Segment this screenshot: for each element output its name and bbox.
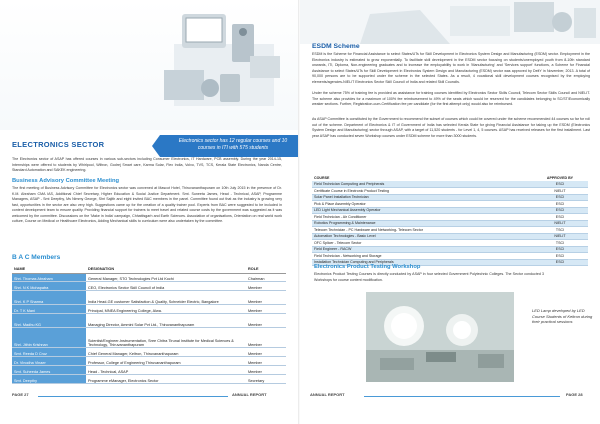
member-designation: CEO, Electronics Sector Skill Council of India xyxy=(86,281,246,290)
course-name: Field Technician - Networking and Storage xyxy=(312,253,532,260)
table-row xyxy=(12,374,286,383)
member-role: Member xyxy=(246,304,286,313)
right-page xyxy=(300,0,600,424)
table-row xyxy=(12,281,286,290)
esdm-title: ESDM Scheme xyxy=(312,43,360,50)
course-name: Installation Technician Computing and Peripherals xyxy=(312,259,532,266)
course-approver: ESCI xyxy=(532,201,588,208)
member-role: Member xyxy=(246,281,286,290)
course-name: OFC Splicer - Telecom Sector xyxy=(312,240,532,247)
bac-heading: Business Advisory Committee Meeting xyxy=(12,178,120,184)
member-designation: Professor, College of Engineering Thiruvananthapuram xyxy=(86,356,246,365)
sector-banner: Electronics sector has 12 regular courses and 10 courses in ITI with 575 students xyxy=(160,135,300,157)
member-designation: India Head-GE customer Satisfaction & Quality, Schneider Electric, Bangalore xyxy=(86,290,246,304)
page-number-right: PAGE 28 xyxy=(566,392,583,397)
ept-heading: Electronics Product Testing Workshop xyxy=(314,264,421,270)
footer-report-left: ANNUAL REPORT xyxy=(232,392,267,397)
table-row xyxy=(12,304,286,313)
member-name: Shri. Jithin Krishnan xyxy=(12,327,86,347)
member-role: Member xyxy=(246,347,286,356)
member-role: Chairman xyxy=(246,273,286,281)
course-name: Certificate Course in Electronic Product Testing xyxy=(312,188,532,195)
electronics-illustration xyxy=(154,4,294,108)
member-role: Member xyxy=(246,290,286,304)
hero-graphic-left xyxy=(0,0,300,130)
members-heading: B A C Members xyxy=(12,254,61,261)
members-col-designation: DESIGNATION xyxy=(86,265,246,273)
course-approver: NIELIT xyxy=(532,188,588,195)
course-name: Automation Technologies - Basic Level xyxy=(312,233,532,240)
led-lamp-photo xyxy=(366,292,514,382)
member-designation: Programme eManager, Electronics Sector xyxy=(86,374,246,383)
footer-rule-right xyxy=(364,396,560,397)
esdm-paragraph-2: Under the scheme 75% of training fee is provided as assistance for training courses identified by Electronics Sector Skills Council, Telecom Sector Skills Council and NIELIT. The scheme also provides for a maximum of 100% fee reimbursement to 49% of the seats which would be reserved for the candidates belonging to SC/ST/Economically weaker sections. Further, Registration-cum-Certification fee per candidate (for the first attempt only) would also be reimbursed. xyxy=(312,91,590,106)
members-table xyxy=(12,265,286,384)
member-name: Dr. T K Mani xyxy=(12,304,86,313)
table-row xyxy=(12,273,286,281)
courses-col-course: COURSE xyxy=(314,175,330,180)
member-name: Shri. Madhu KG xyxy=(12,313,86,327)
members-col-role: ROLE xyxy=(246,265,286,273)
table-row xyxy=(12,327,286,347)
course-name: Solar Panel Installation Technician xyxy=(312,194,532,201)
member-designation: Head - Technical, ASAP xyxy=(86,365,246,374)
photo-caption: LED Lamp developed by LED Course Students of Keltron during their practical sessions xyxy=(532,308,593,324)
course-name: Robotics Programming & Maintenance xyxy=(312,220,532,227)
course-name: Field Technician Computing and Peripherals xyxy=(312,181,532,188)
member-role: Member xyxy=(246,365,286,374)
courses-table xyxy=(312,174,588,266)
ept-text: Electronics Product Testing Courses is directly conducted by ASAP in four selected Government Polytechnic Colleges. The Sector conducted 3 Workshops for course content modification. xyxy=(314,272,544,282)
member-role: Member xyxy=(246,356,286,365)
table-row xyxy=(12,347,286,356)
course-name: Pick & Place Assembly Operator xyxy=(312,201,532,208)
course-approver: NIELIT xyxy=(532,220,588,227)
courses-col-approved: APPROVED BY xyxy=(546,175,574,180)
members-col-name: NAME xyxy=(12,265,86,273)
table-row xyxy=(12,365,286,374)
member-name: Shri. Thomas Abraham xyxy=(12,273,86,281)
sector-intro: The Electronics sector of ASAP has offered courses in various sub-sectors including Consumer Electronics, IT Hardware, PCB assembly. During the year 2014-15, Internships were offered to students by Whirlpool, Wiltron, Godrej Smart care, Karma Solar, Flex India, Volvo, TVS, TCS, Kerala State Electronics, Nanda Centre, Standard Automation and SAKEK engineering. xyxy=(12,157,282,172)
course-approver: ESCI xyxy=(532,259,588,266)
hero-graphic-right xyxy=(300,0,600,44)
course-approver: NIELIT xyxy=(532,233,588,240)
member-designation: Chief General Manager, Keltron, Thiruvananthapuram xyxy=(86,347,246,356)
member-name: Smt. Suheeda James xyxy=(12,365,86,374)
footer-rule-left xyxy=(38,396,228,397)
course-approver: ESCI xyxy=(532,194,588,201)
course-approver: ESCI xyxy=(532,181,588,188)
member-designation: Scientist/Engineer-Instrumentation, Sree Chitra Tirunal Institute for Medical Sciences & Technology, Thiruvananthapuram xyxy=(86,327,246,347)
member-designation: Principal, MNEA Engineering College, Alwa. xyxy=(86,304,246,313)
course-approver: ESCI xyxy=(532,253,588,260)
table-row xyxy=(12,356,286,365)
course-name: Field Engineer - RACW xyxy=(312,246,532,253)
course-approver: ESCI xyxy=(532,246,588,253)
course-name: LED Light Mechanical Assembly Operator xyxy=(312,207,532,214)
course-approver: TSCI xyxy=(532,240,588,247)
table-row xyxy=(12,313,286,327)
member-name: Shri. K P Sharma xyxy=(12,290,86,304)
member-name: Shri. N K Mohapatra xyxy=(12,281,86,290)
member-role: Secretary xyxy=(246,374,286,383)
footer-report-right: ANNUAL REPORT xyxy=(310,392,345,397)
page-number-left: PAGE 27 xyxy=(12,392,29,397)
course-name: Telecom Technician - PC Hardware and Networking- Telecom Sector xyxy=(312,227,532,234)
table-row xyxy=(12,290,286,304)
member-role: Member xyxy=(246,327,286,347)
member-role: Member xyxy=(246,313,286,327)
member-designation: Managing Director, Ammini Solar Pvt Ltd., Thiruvananthapuram xyxy=(86,313,246,327)
course-approver: ESCI xyxy=(532,207,588,214)
member-name: Smt. Reeda D Cruz xyxy=(12,347,86,356)
course-approver: TSCI xyxy=(532,227,588,234)
course-approver: ESCI xyxy=(532,214,588,221)
sector-title: ELECTRONICS SECTOR xyxy=(12,140,105,149)
bac-text: The first meeting of Business Advisory Committee for Electronics sector was convened at Mascot Hotel, Thiruvananthapuram on 10th July 2015 in the presence of Dr. K.M. Abraham CMA IAS, Additional Chief Secretary, Higher Education & Social Justice Department. Smt. Suneeta James, Head - Technical, ASAP, Programme Managers, ASAP - Smt Deepthy, Ms Nimmy George, Shri Sajith and eight invited BAC members in the panel. Committee found out that as the industry is growing very fast, opportunities in the sector are also very high. Suggestions came up for the creation of a quality trainer pool. Experts from BAC were suggested to be included in content development team to ensure quality. Providing financial support for trainers to meet travel and related course costs by the government was suggested as it was welcomed by the committee. Discussions on the 'Make in India' campaign, Chhattisgarh and Earth Sciences. Association of organisations, Orientation on real world work culture, Course on Medical or Healthcare Electronics, Adding Mechanical skills to curriculum were also undertaken by the committee. xyxy=(12,186,282,223)
member-name: Smt. Deepthy xyxy=(12,374,86,383)
member-designation: General Manager, STO Technologies Pvt Ltd Kochi xyxy=(86,273,246,281)
member-name: Dr. Vinodha Vinaer xyxy=(12,356,86,365)
course-name: Field Technician - Air Conditioner xyxy=(312,214,532,221)
esdm-paragraph-3: As ASAP Committee is constituted by the Government to recommend the subset of courses which could be covered under the scheme recommended 44 courses so far for roll out of the scheme. Department of Electronics & IT of Government of India has selected Kerala State for giving Financial Assistance for taking up the ESDM (Electronics System Design and Manufacturing) sector through ASAP, with a target of 11,520 students - for Level 1, 4, 5 courses. ASAP has received releases for the first installment. Last year ASAP has conducted seven Workshop courses under ESDM scheme for more than 3000 students. xyxy=(312,117,590,138)
esdm-paragraph-1: ESDM is the Scheme for Financial Assistance to select States/UTs for Skill Development in Electronics System Design and Manufacturing (ESDM) sector. Employment in the Electronics industry is estimated to grow exponentially. To facilitate skill development in the ESDM sector focusing on students/unemployed youth from 8-10th standard onwards, ITI, Diploma, Non-engineering graduates and to increase the employability to work in 'Manufacturing' and 'Services support' functions, a Scheme for Financial Assistance to select States/UTs for Skill Development in Electronics System Design and Manufacturing (ESDM) sector was approved by DeitY in November, 2013. A total of 90,000 persons are to be supported under the scheme in the selected States. As a result, 4 vocational skill development courses recognised by the employing elements/agencies-NIELIT Electronics Sector Skill Council of India and related Skill Councils. xyxy=(312,52,590,84)
